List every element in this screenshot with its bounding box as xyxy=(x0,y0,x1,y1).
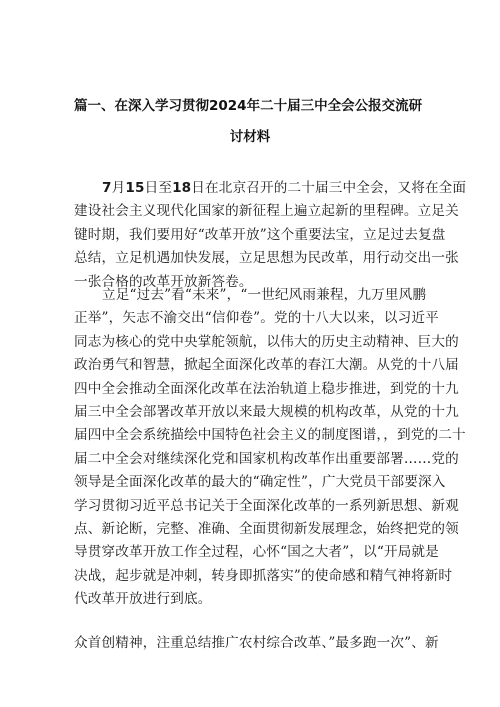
paragraph-1 xyxy=(74,177,467,294)
paragraph-1-line: 一张合格的改革开放新答卷。 xyxy=(74,273,253,290)
date-month: 7 xyxy=(102,180,112,196)
paragraph-2-line: 届三中全会部署改革开放以来最大规模的机构改革，从党的十九 xyxy=(74,404,459,421)
paragraph-3-line: 众首创精神，注重总结推广农村综合改革、”最多跑一次”、新 xyxy=(74,635,439,651)
date-day-end: 18 xyxy=(172,180,192,196)
paragraph-2-line: 学习贯彻习近平总书记关于全面深化改革的一系列新思想、新观 xyxy=(74,497,459,514)
paragraph-1-line: 键时期，我们要用好“改革开放”这个重要法宝，立足过去复盘 xyxy=(74,226,446,243)
paragraph-2-line: 代改革开放进行到底。 xyxy=(74,591,212,608)
paragraph-2-line: 四中全会推动全面深化改革在法治轨道上稳步推进，到党的十九 xyxy=(74,380,459,397)
date-mid: 日至 xyxy=(144,180,173,196)
paragraph-2-line: 领导是全面深化改革的最大的“确定性”，广大党员干部要深入 xyxy=(74,474,446,491)
paragraph-3 xyxy=(74,632,439,655)
paragraph-1-line: 建设社会主义现代化国家的新征程上遍立起新的里程碑。立足关 xyxy=(74,203,459,220)
paragraph-2-line: 决战，起步就是冲刺，转身即抓落实”的使命感和精气神将新时 xyxy=(74,567,453,584)
paragraph-2-line: 点、新论断，完整、准确、全面贯彻新发展理念，始终把党的领 xyxy=(74,521,459,538)
paragraph-1-line-1 xyxy=(74,177,467,200)
paragraph-2-line: 政治勇气和智慧，掀起全面深化改革的春江大潮。从党的十八届 xyxy=(74,357,459,374)
paragraph-2-line: 届四中全会系统描绘中国特色社会主义的制度图谱，，到党的二十 xyxy=(74,427,466,444)
paragraph-2-line: 导贯穿改革开放工作全过程，心怀“国之大者”，以“开局就是 xyxy=(74,544,439,561)
date-month-char: 月 xyxy=(111,180,126,196)
paragraph-2-line: 同志为核心的党中央掌舵领航，以伟大的历史主动精神、巨大的 xyxy=(74,333,459,350)
document-title-line1: 篇一、在深入学习贯彻2024年二十届三中全会公报交流研 xyxy=(74,98,423,114)
paragraph-1-line: 总结，立足机遇加快发展，立足思想为民改革，用行动交出一张 xyxy=(74,250,459,267)
paragraph-2-line: 正举”，矢志不渝交出“信仰卷”。党的十八大以来，以习近平 xyxy=(74,310,439,327)
document-title-line2: 讨材料 xyxy=(229,129,271,145)
date-day-start: 15 xyxy=(125,180,145,196)
paragraph-1-lead-rest: 日在北京召开的二十届三中全会，又将在全面 xyxy=(191,180,467,196)
paragraph-2-line: 立足“过去”看“未来”，“一世纪风雨兼程，九万里风鹏 xyxy=(102,287,427,303)
paragraph-2-line: 届二中全会对继续深化党和国家机构改革作出重要部署……党的 xyxy=(74,450,459,467)
paragraph-2 xyxy=(74,284,466,612)
